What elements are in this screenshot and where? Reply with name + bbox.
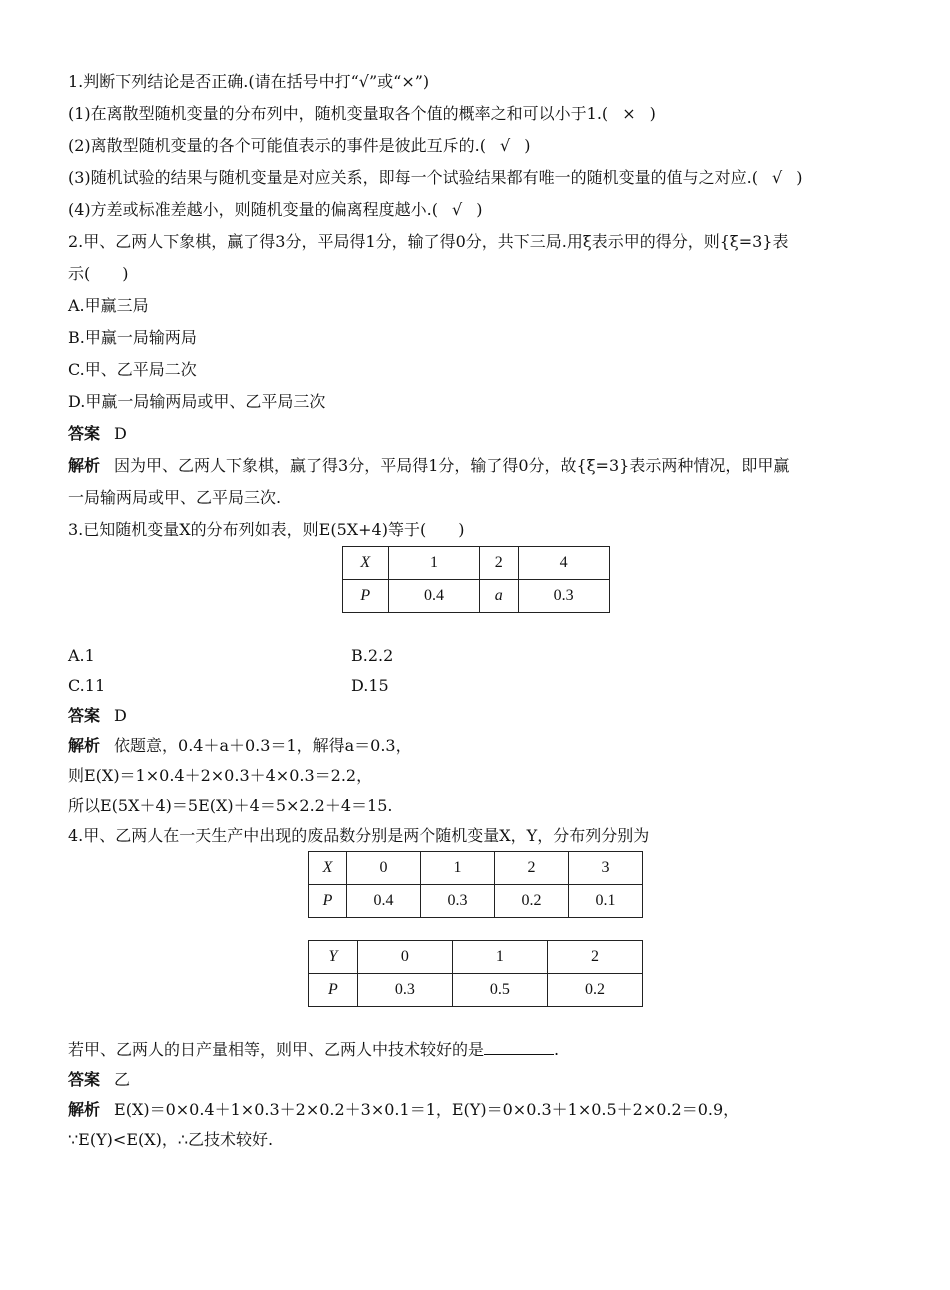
table-cell: 2: [547, 941, 642, 974]
q2-option-d: D.甲赢一局输两局或甲、乙平局三次: [68, 392, 326, 411]
q3-distribution-table: [342, 546, 610, 613]
q3-option-d: D.15: [351, 676, 389, 695]
q4-y-distribution-table: [308, 940, 643, 1007]
q4-question-text: 若甲、乙两人的日产量相等，则甲、乙两人中技术较好的是: [68, 1040, 485, 1059]
q2-analysis-label: 解析: [68, 456, 101, 475]
table-cell: 2: [479, 547, 518, 580]
q2-answer-label: 答案: [68, 424, 101, 443]
table-row: [309, 974, 643, 1007]
q3-analysis-line3: 所以E(5X＋4)＝5E(X)＋4＝5×2.2＋4＝15.: [68, 796, 393, 815]
q4-answer-value: 乙: [114, 1070, 131, 1089]
table-cell: 0.3: [357, 974, 452, 1007]
q3-options-row-1: [68, 641, 883, 671]
q1-item-3-mark: √: [772, 168, 783, 187]
q3-option-a: A.1: [68, 646, 95, 665]
q2-stem-line1: 2.甲、乙两人下象棋，赢了得3分，平局得1分，输了得0分，共下三局.用ξ表示甲的得分，则{ξ=3}表: [68, 232, 789, 251]
q2-answer-value: D: [114, 424, 127, 443]
table-cell: 1: [452, 941, 547, 974]
q3-options-row-2: [68, 671, 883, 701]
table-cell: 1: [389, 547, 480, 580]
table-cell: 0.3: [518, 580, 609, 613]
table-cell: 4: [518, 547, 609, 580]
table-cell: 0.2: [547, 974, 642, 1007]
table-cell: X: [342, 547, 389, 580]
table-row: [309, 852, 643, 885]
q1-item-2-text: (2)离散型随机变量的各个可能值表示的事件是彼此互斥的.(: [68, 136, 486, 155]
q2-option-a: A.甲赢三局: [68, 296, 149, 315]
table-cell: 0.2: [494, 885, 568, 918]
q4-stem: 4.甲、乙两人在一天生产中出现的废品数分别是两个随机变量X，Y，分布列分别为: [68, 826, 650, 845]
table-cell: 0.3: [420, 885, 494, 918]
table-cell: 0: [357, 941, 452, 974]
q4-question: [68, 1035, 883, 1065]
q4-analysis-label: 解析: [68, 1100, 101, 1119]
q4-analysis-line2: ∵E(Y)<E(X)，∴乙技术较好.: [68, 1130, 274, 1149]
q2-analysis-line2: 一局输两局或甲、乙平局三次.: [68, 488, 282, 507]
q2-option-c: C.甲、乙平局二次: [68, 360, 197, 379]
q4-question-end: .: [554, 1040, 560, 1059]
table-row: [342, 547, 609, 580]
table-cell: P: [309, 885, 347, 918]
table-cell: P: [342, 580, 389, 613]
table-cell: Y: [309, 941, 358, 974]
q2-analysis-line1: [68, 450, 883, 482]
q4-answer-label: 答案: [68, 1070, 101, 1089]
q3-analysis-label: 解析: [68, 736, 101, 755]
q1-item-2-close: ): [524, 136, 531, 155]
q1-item-4-text: (4)方差或标准差越小，则随机变量的偏离程度越小.(: [68, 200, 438, 219]
table-row: [342, 580, 609, 613]
q3-option-b: B.2.2: [351, 646, 394, 665]
q1-item-4-mark: √: [452, 200, 463, 219]
q4-answer: [68, 1065, 883, 1095]
q4-analysis-line1: [68, 1095, 883, 1125]
table-cell: 0.5: [452, 974, 547, 1007]
q1-stem: 1.判断下列结论是否正确.(请在括号中打“√”或“×”): [68, 72, 430, 91]
document-page: [68, 66, 883, 1155]
q1-item-2: [68, 130, 883, 162]
table-cell: 3: [568, 852, 642, 885]
q1-item-4-close: ): [476, 200, 483, 219]
q3-option-c: C.11: [68, 676, 106, 695]
table-row: [309, 885, 643, 918]
q1-item-3-text: (3)随机试验的结果与随机变量是对应关系，即每一个试验结果都有唯一的随机变量的值与之对应.(: [68, 168, 758, 187]
q2-analysis-text1: 因为甲、乙两人下象棋，赢了得3分，平局得1分，输了得0分，故{ξ=3}表示两种情况，即甲赢: [114, 456, 790, 475]
q1-item-1: [68, 98, 883, 130]
q3-answer: [68, 701, 883, 731]
q1-item-3-close: ): [796, 168, 803, 187]
q1-item-4: [68, 194, 883, 226]
q3-answer-label: 答案: [68, 706, 101, 725]
table-cell: 1: [420, 852, 494, 885]
q2-option-b: B.甲赢一局输两局: [68, 328, 197, 347]
table-cell: 2: [494, 852, 568, 885]
table-cell: 0.4: [389, 580, 480, 613]
answer-blank[interactable]: [484, 1036, 554, 1055]
table-cell: X: [309, 852, 347, 885]
q3-answer-value: D: [114, 706, 127, 725]
table-cell: a: [479, 580, 518, 613]
table-cell: P: [309, 974, 358, 1007]
q2-stem-line2: 示( ): [68, 264, 129, 283]
table-cell: 0: [346, 852, 420, 885]
q4-analysis-text1: E(X)＝0×0.4＋1×0.3＋2×0.2＋3×0.1＝1，E(Y)＝0×0.3＋1×0.5＋2×0.2＝0.9，: [114, 1100, 740, 1119]
q1-item-1-close: ): [649, 104, 656, 123]
q2-answer: [68, 418, 883, 450]
table-cell: 0.1: [568, 885, 642, 918]
table-cell: 0.4: [346, 885, 420, 918]
q1-item-1-mark: ×: [622, 104, 636, 123]
q1-item-1-text: (1)在离散型随机变量的分布列中，随机变量取各个值的概率之和可以小于1.(: [68, 104, 609, 123]
q3-stem: 3.已知随机变量X的分布列如表，则E(5X+4)等于( ): [68, 520, 465, 539]
q1-item-2-mark: √: [500, 136, 511, 155]
q3-analysis-line1: [68, 731, 883, 761]
q4-x-distribution-table: [308, 851, 643, 918]
q1-item-3: [68, 162, 883, 194]
q3-analysis-text1: 依题意，0.4＋a＋0.3＝1，解得a＝0.3，: [114, 736, 412, 755]
table-row: [309, 941, 643, 974]
q3-analysis-line2: 则E(X)＝1×0.4＋2×0.3＋4×0.3＝2.2，: [68, 766, 373, 785]
